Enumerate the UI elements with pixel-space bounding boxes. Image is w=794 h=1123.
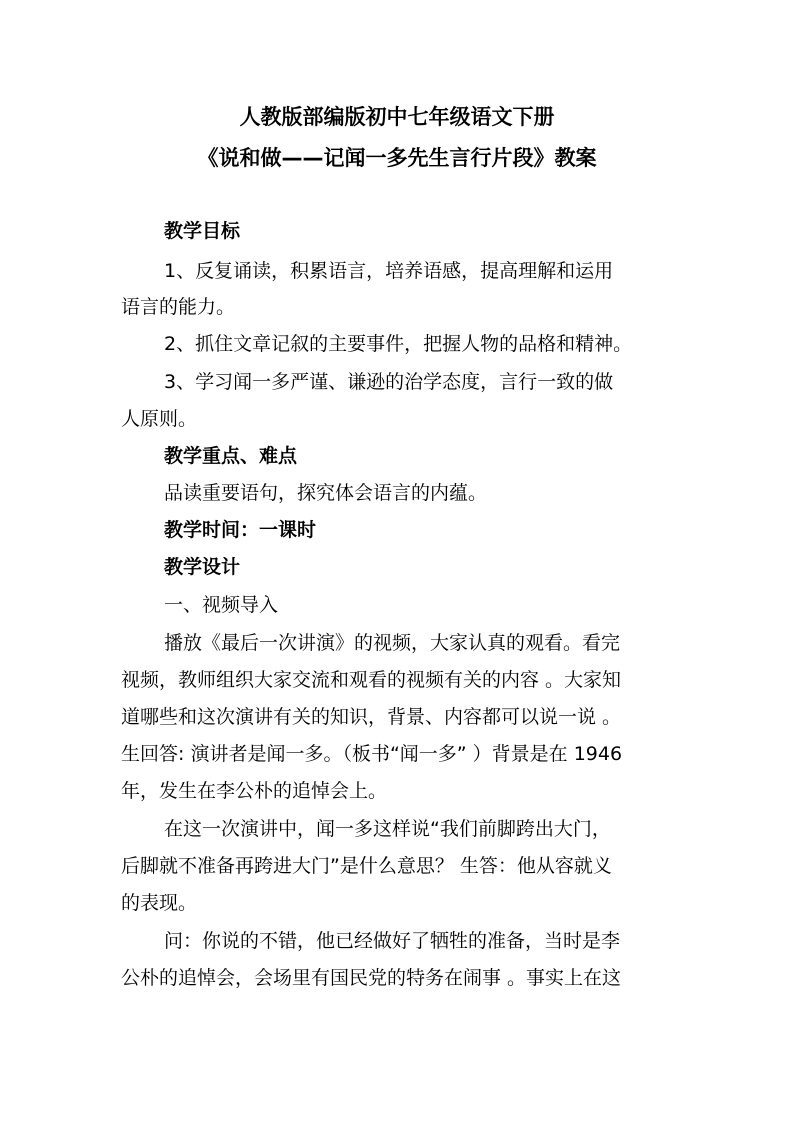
document-title-line-2: 《说和做——记闻一多先生言行片段》教案 bbox=[197, 146, 597, 170]
paragraph-line: 3、学习闻一多严谨、谦逊的治学态度，言行一致的做 bbox=[164, 371, 614, 393]
section-heading-key-points: 教学重点、难点 bbox=[164, 445, 298, 467]
paragraph-line: 1、反复诵读，积累语言，培养语感，提高理解和运用 bbox=[164, 260, 614, 282]
paragraph-line: 公朴的追悼会，会场里有国民党的特务在闹事 。事实上在这 bbox=[121, 967, 622, 989]
paragraph-line: 2、抓住文章记叙的主要事件，把握人物的品格和精神。 bbox=[164, 333, 633, 355]
paragraph-line: 问：你说的不错，他已经做好了牺牲的准备，当时是李 bbox=[164, 930, 621, 952]
paragraph-line: 年，发生在李公朴的追悼会上。 bbox=[121, 780, 388, 802]
subsection-heading-video-intro: 一、视频导入 bbox=[164, 594, 279, 616]
paragraph-line: 道哪些和这次演讲有关的知识，背景、内容都可以说一说 。 bbox=[121, 706, 622, 728]
paragraph-line: 视频，教师组织大家交流和观看的视频有关的内容 。大家知 bbox=[121, 669, 622, 691]
section-heading-design: 教学设计 bbox=[164, 556, 241, 578]
paragraph-line: 人原则。 bbox=[121, 408, 198, 430]
paragraph-line: 的表现。 bbox=[121, 892, 198, 914]
section-heading-time: 教学时间：一课时 bbox=[164, 519, 317, 541]
paragraph-line: 语言的能力。 bbox=[121, 296, 236, 318]
paragraph-line: 后脚就不准备再跨进大门”是什么意思？ 生答：他从容就义 bbox=[121, 855, 612, 877]
paragraph-line: 在这一次演讲中，闻一多这样说“我们前脚跨出大门， bbox=[164, 818, 611, 840]
document-title-line-1: 人教版部编版初中七年级语文下册 bbox=[239, 105, 555, 129]
section-heading-objectives: 教学目标 bbox=[164, 220, 241, 242]
paragraph-line: 播放《最后一次讲演》的视频，大家认真的观看。看完 bbox=[164, 632, 621, 654]
paragraph-line: 品读重要语句，探究体会语言的内蕴。 bbox=[164, 482, 488, 504]
paragraph-line: 生回答: 演讲者是闻一多。（板书“闻一多” ）背景是在 1946 bbox=[121, 743, 623, 765]
